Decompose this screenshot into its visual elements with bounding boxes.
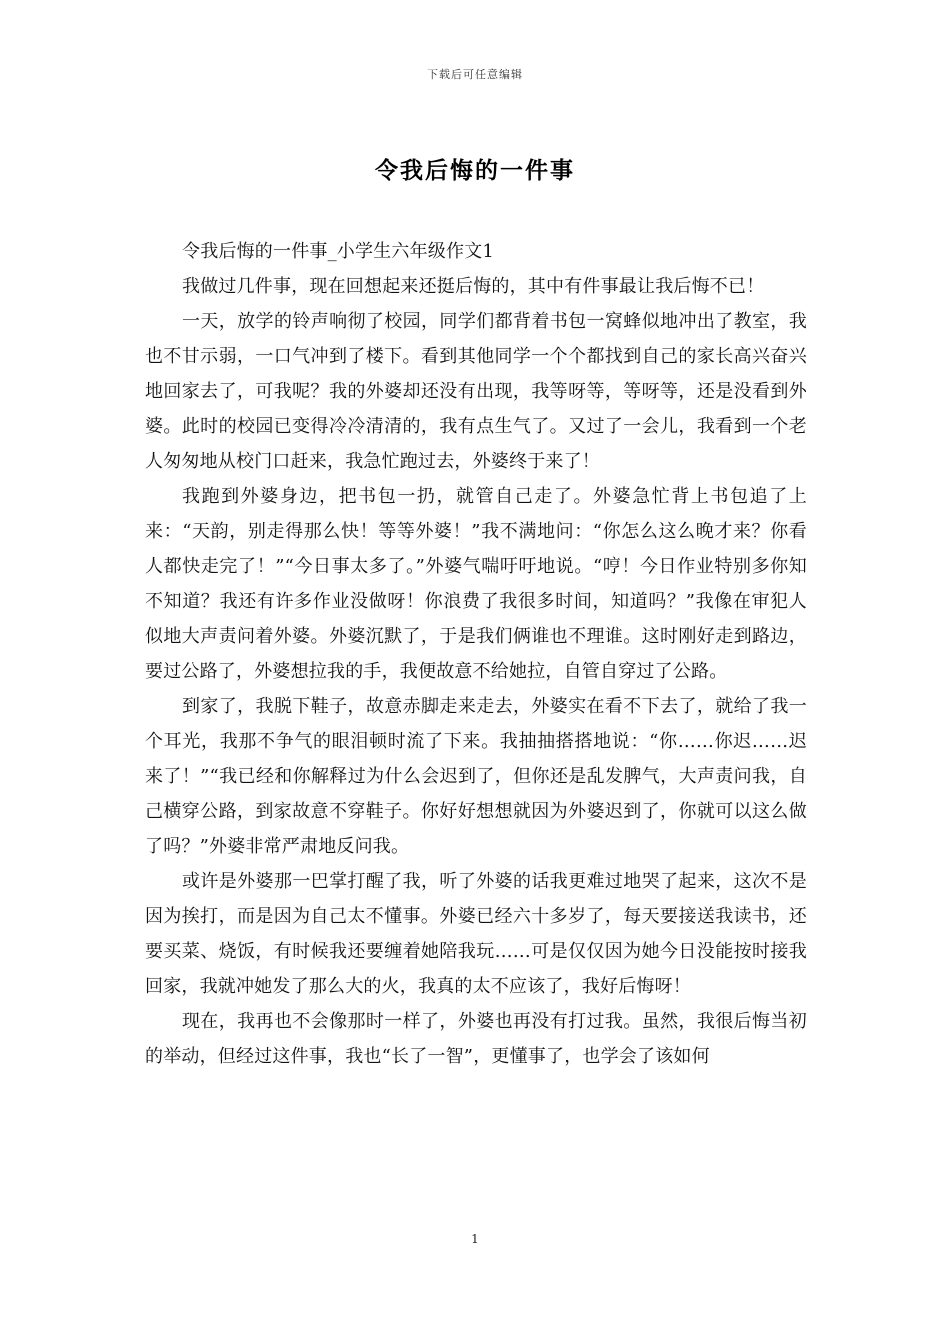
paragraph-subtitle: 令我后悔的一件事_小学生六年级作文1 xyxy=(182,241,495,262)
page-title: 令我后悔的一件事 xyxy=(375,157,575,184)
page-number: 1 xyxy=(471,1232,479,1246)
article-body xyxy=(145,234,807,1074)
paragraph: 一天，放学的铃声响彻了校园，同学们都背着书包一窝蜂似地冲出了教室，我也不甘示弱，一口气冲到了楼下。看到其他同学一个个都找到自己的家长高兴奋兴地回家去了，可我呢？我的外婆却还没有出现，我等呀等，等呀等，还是没看到外婆。此时的校园已变得冷冷清清的，我有点生气了。又过了一会儿，我看到一个老人匆匆地从校门口赶来，我急忙跑过去，外婆终于来了！ xyxy=(145,311,807,472)
paragraph: 我跑到外婆身边，把书包一扔，就管自己走了。外婆急忙背上书包追了上来：“天韵，别走得那么快！等等外婆！”我不满地问：“你怎么这么晚才来？你看人都快走完了！”“今日事太多了。”外婆气喘吁吁地说。“哼！今日作业特别多你知不知道？我还有许多作业没做呀！你浪费了我很多时间，知道吗？”我像在审犯人似地大声责问着外婆。外婆沉默了，于是我们俩谁也不理谁。这时刚好走到路边，要过公路了，外婆想拉我的手，我便故意不给她拉，自管自穿过了公路。 xyxy=(145,486,807,682)
paragraph: 现在，我再也不会像那时一样了，外婆也再没有打过我。虽然，我很后悔当初的举动，但经过这件事，我也“长了一智”，更懂事了，也学会了该如何 xyxy=(145,1011,807,1067)
header-note: 下载后可任意编辑 xyxy=(427,68,523,81)
paragraph: 我做过几件事，现在回想起来还挺后悔的，其中有件事最让我后悔不已！ xyxy=(182,276,765,297)
paragraph: 或许是外婆那一巴掌打醒了我，听了外婆的话我更难过地哭了起来，这次不是因为挨打，而是因为自己太不懂事。外婆已经六十多岁了，每天要接送我读书，还要买菜、烧饭，有时候我还要缠着她陪我玩……可是仅仅因为她今日没能按时接我回家，我就冲她发了那么大的火，我真的太不应该了，我好后悔呀！ xyxy=(145,871,807,997)
paragraph: 到家了，我脱下鞋子，故意赤脚走来走去，外婆实在看不下去了，就给了我一个耳光，我那不争气的眼泪顿时流了下来。我抽抽搭搭地说：“你……你迟……迟来了！”“我已经和你解释过为什么会迟到了，但你还是乱发脾气，大声责问我，自己横穿公路，到家故意不穿鞋子。你好好想想就因为外婆迟到了，你就可以这么做了吗？”外婆非常严肃地反问我。 xyxy=(145,696,807,857)
